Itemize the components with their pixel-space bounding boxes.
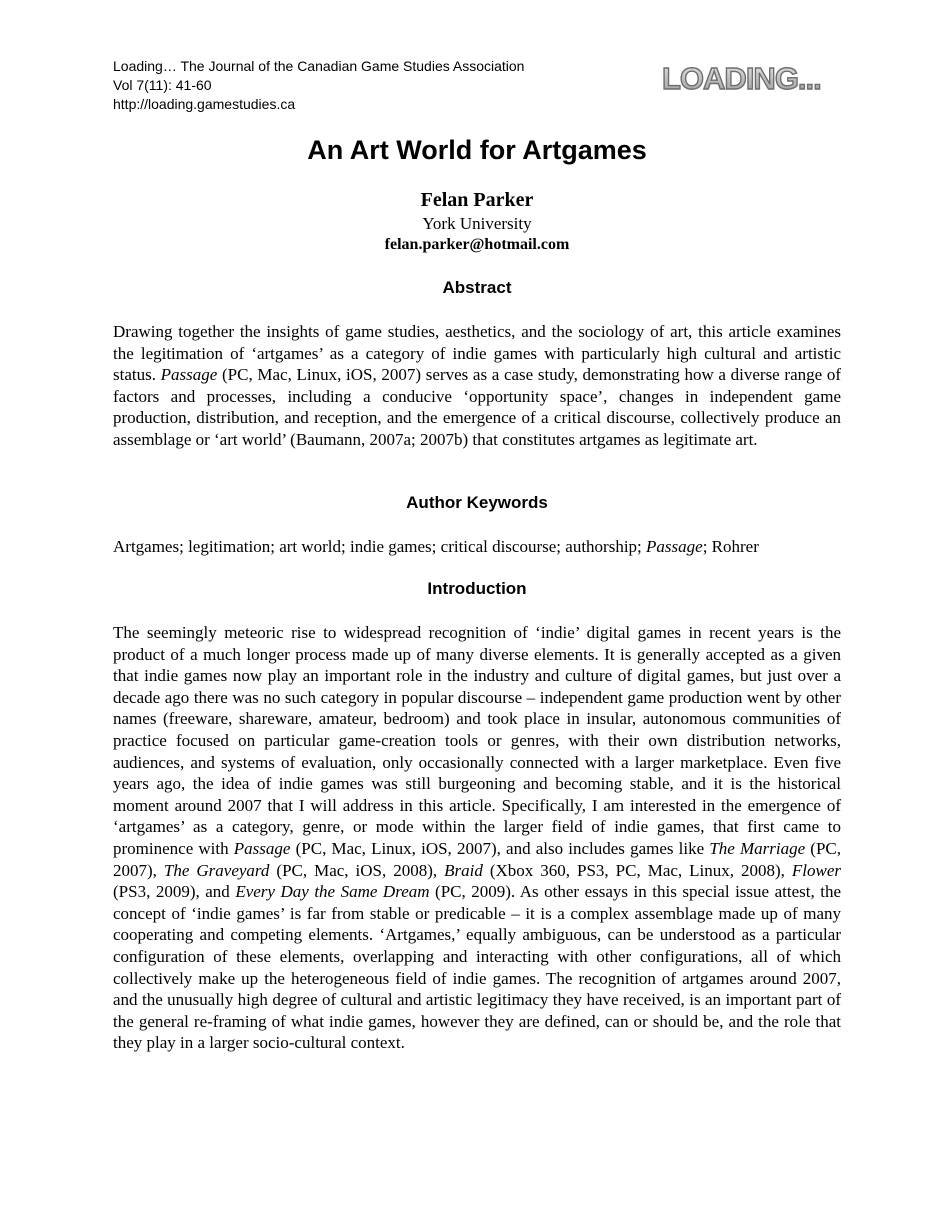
abstract-title-passage: Passage [160, 365, 218, 385]
journal-volume: Vol 7(11): 41-60 [113, 77, 212, 93]
journal-url[interactable]: http://loading.gamestudies.ca [113, 96, 296, 112]
journal-name: Loading… The Journal of the Canadian Game Studies Association [113, 58, 525, 74]
intro-text: (PC, Mac, iOS, 2008), [269, 860, 445, 880]
keywords-heading: Author Keywords [406, 493, 548, 512]
game-title-flower: Flower [791, 860, 842, 880]
game-title-the-graveyard: The Graveyard [163, 860, 270, 880]
author-name: Felan Parker [420, 189, 534, 211]
game-title-braid: Braid [444, 860, 483, 880]
journal-header [113, 57, 524, 114]
intro-text: (PC, Mac, Linux, iOS, 2007), and also includes games like [290, 838, 710, 858]
intro-text: (Xbox 360, PS3, PC, Mac, Linux, 2008), [482, 860, 792, 880]
author-block [113, 187, 841, 255]
keywords-line [113, 536, 841, 558]
author-affiliation: York University [422, 214, 532, 233]
loading-logo [660, 58, 826, 98]
intro-text: (PC, 2007), [113, 838, 842, 880]
article-title: An Art World for Artgames [307, 135, 647, 165]
abstract-text: (PC, Mac, Linux, iOS, 2007) serves as a case study, demonstrating how a diverse range of factors and processes, including a conducive ‘opportunity space’, changes in independent game production, distribution, and reception, and the emergence of a critical discourse, collectively produce an assemblage or ‘art world’ (Baumann, 2007a; 2007b) that constitutes artgames as legitimate art. [113, 365, 841, 449]
game-title-every-day-the-same-dream: Every Day the Same Dream [235, 882, 430, 902]
abstract-paragraph [113, 321, 841, 451]
abstract-text: Drawing together the insights of game studies, aesthetics, and the sociology of art, this article examines the legitimation of ‘artgames’ as a category of indie games with particularly high cultural and artistic status. [113, 322, 841, 385]
loading-logo-text: LOADING... [662, 61, 821, 96]
keyword-passage: Passage [646, 537, 703, 556]
game-title-the-marriage: The Marriage [709, 838, 806, 858]
author-email[interactable]: felan.parker@hotmail.com [384, 236, 570, 253]
game-title-passage: Passage [233, 838, 291, 858]
loading-logo-graphic [660, 58, 826, 98]
introduction-heading: Introduction [427, 579, 527, 598]
keywords-text: Artgames; legitimation; art world; indie games; critical discourse; authorship; [113, 537, 647, 556]
intro-text: The seemingly meteoric rise to widespread recognition of ‘indie’ digital games in recent years is the product of a much longer process made up of many diverse elements. It is generally accepted as a given that indie games now play an important role in the industry and culture of digital games, but just over a decade ago there was no such category in popular discourse – independent game production went by other names (freeware, shareware, amateur, bedroom) and took place in insular, autonomous communities of practice focused on particular game-creation tools or genres, with their own distribution networks, audiences, and systems of evaluation, only occasionally connected with a larger marketplace. Even five years ago, the idea of indie games was still burgeoning and becoming stable, and it is the historical moment around 2007 that I will address in this article. Specifically, I am interested in the emergence of ‘artgames’ as a category, genre, or mode within the larger field of indie games, that first came to prominence with [113, 623, 841, 858]
intro-text: (PS3, 2009), and [113, 882, 236, 902]
introduction-paragraph [113, 622, 841, 1054]
abstract-heading: Abstract [442, 278, 512, 297]
keywords-text: ; Rohrer [702, 537, 759, 556]
intro-text: (PC, 2009). As other essays in this special issue attest, the concept of ‘indie games’ is far from stable or predicable – it is a complex assemblage made up of many cooperating and competing elements. ‘Artgames,’ equally ambiguous, can be understood as a particular configuration of these elements, overlapping and interacting with other configurations, all of which collectively make up the heterogeneous field of indie games. The recognition of artgames around 2007, and the unusually high degree of cultural and artistic legitimacy they have received, is an important part of the general re-framing of what indie games, however they are defined, can or should be, and the role that they play in a larger socio-cultural context. [113, 882, 841, 1053]
